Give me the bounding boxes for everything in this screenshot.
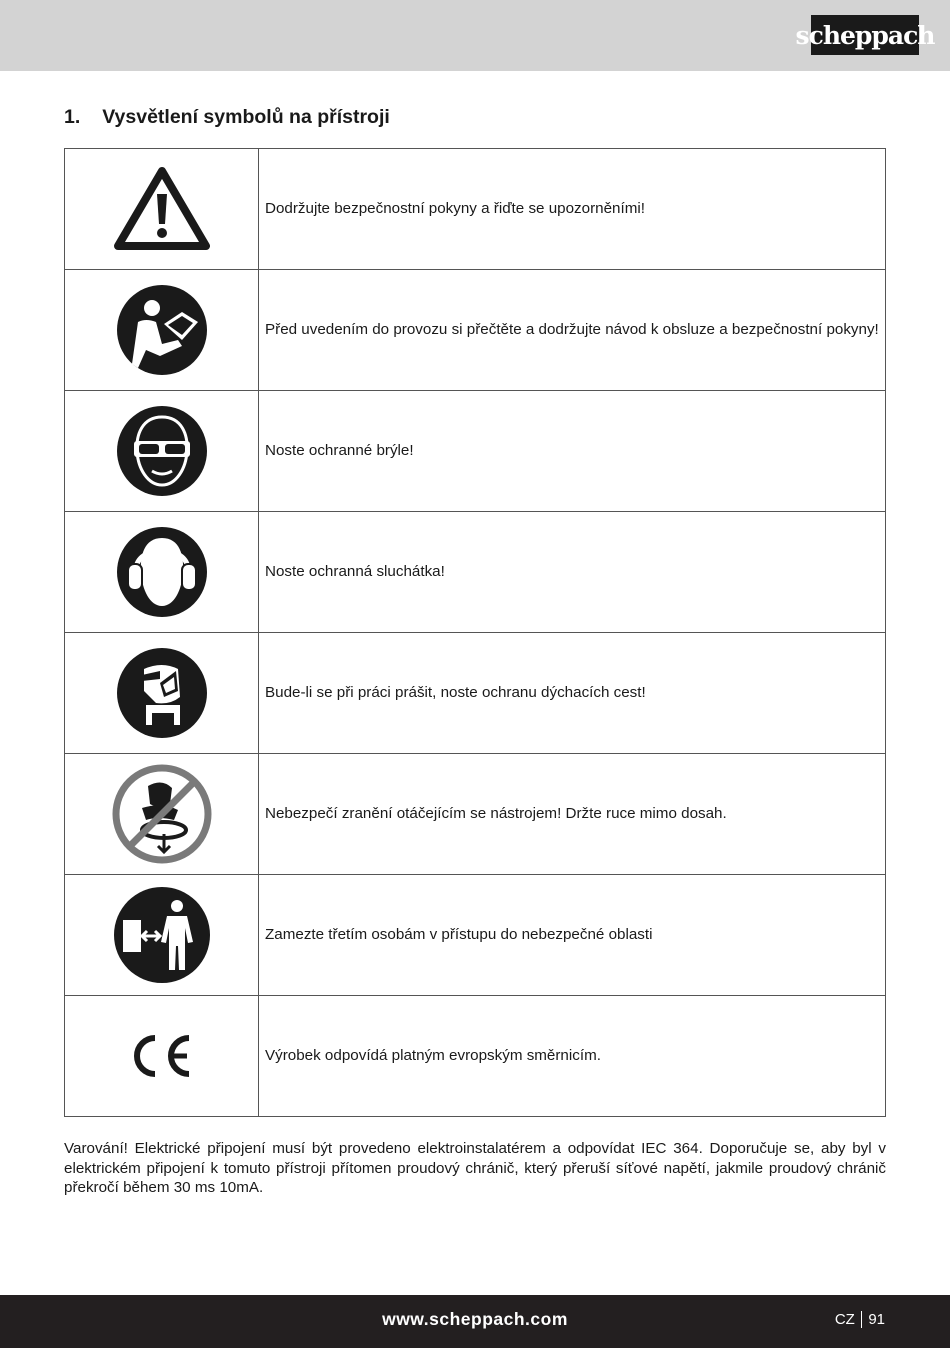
symbol-table	[64, 148, 886, 1117]
table-row	[65, 875, 886, 996]
footer-bar	[0, 1295, 950, 1348]
symbol-description: Noste ochranné brýle!	[259, 391, 886, 512]
section-number: 1.	[64, 106, 81, 128]
table-row	[65, 149, 886, 270]
read-manual-icon	[116, 284, 208, 376]
header-bar	[0, 0, 950, 71]
symbol-description: Výrobek odpovídá platným evropským směrnicím.	[259, 996, 886, 1117]
page-number: 91	[868, 1311, 885, 1328]
brand-logo: scheppach	[811, 15, 919, 55]
page-separator	[861, 1311, 863, 1328]
symbol-description: Bude-li se při práci prášit, noste ochranu dýchacích cest!	[259, 633, 886, 754]
respiratory-mask-icon	[116, 647, 208, 739]
language-code: CZ	[834, 1311, 855, 1328]
table-row	[65, 391, 886, 512]
table-row	[65, 633, 886, 754]
table-row	[65, 754, 886, 875]
symbol-description: Dodržujte bezpečnostní pokyny a řiďte se upozorněními!	[259, 149, 886, 270]
no-hands-rotating-tool-icon	[112, 764, 212, 864]
symbol-description: Nebezpečí zranění otáčejícím se nástrojem! Držte ruce mimo dosah.	[259, 754, 886, 875]
page-indicator	[835, 1311, 885, 1328]
table-row	[65, 270, 886, 391]
symbol-description: Zamezte třetím osobám v přístupu do nebezpečné oblasti	[259, 875, 886, 996]
symbol-description: Noste ochranná sluchátka!	[259, 512, 886, 633]
section-title	[64, 106, 390, 129]
warning-triangle-icon	[114, 166, 210, 252]
ce-mark-icon	[129, 1033, 195, 1079]
table-row	[65, 996, 886, 1117]
symbol-description: Před uvedením do provozu si přečtěte a dodržujte návod k obsluze a bezpečnostní pokyny!	[259, 270, 886, 391]
electrical-warning: Varování! Elektrické připojení musí být provedeno elektroinstalatérem a odpovídat IEC 364. Doporučuje se, aby byl v elektrickém připojení k tomuto přístroji přítomen proudový chránič, který přeruší síťové napětí, jakmile proudový chránič překročí během 30 ms 10mA.	[64, 1140, 886, 1196]
section-heading: Vysvětlení symbolů na přístroji	[102, 106, 390, 128]
table-row	[65, 512, 886, 633]
keep-distance-icon	[113, 886, 211, 984]
website-link[interactable]: www.scheppach.com	[382, 1309, 568, 1329]
ear-protection-icon	[116, 526, 208, 618]
safety-goggles-icon	[116, 405, 208, 497]
